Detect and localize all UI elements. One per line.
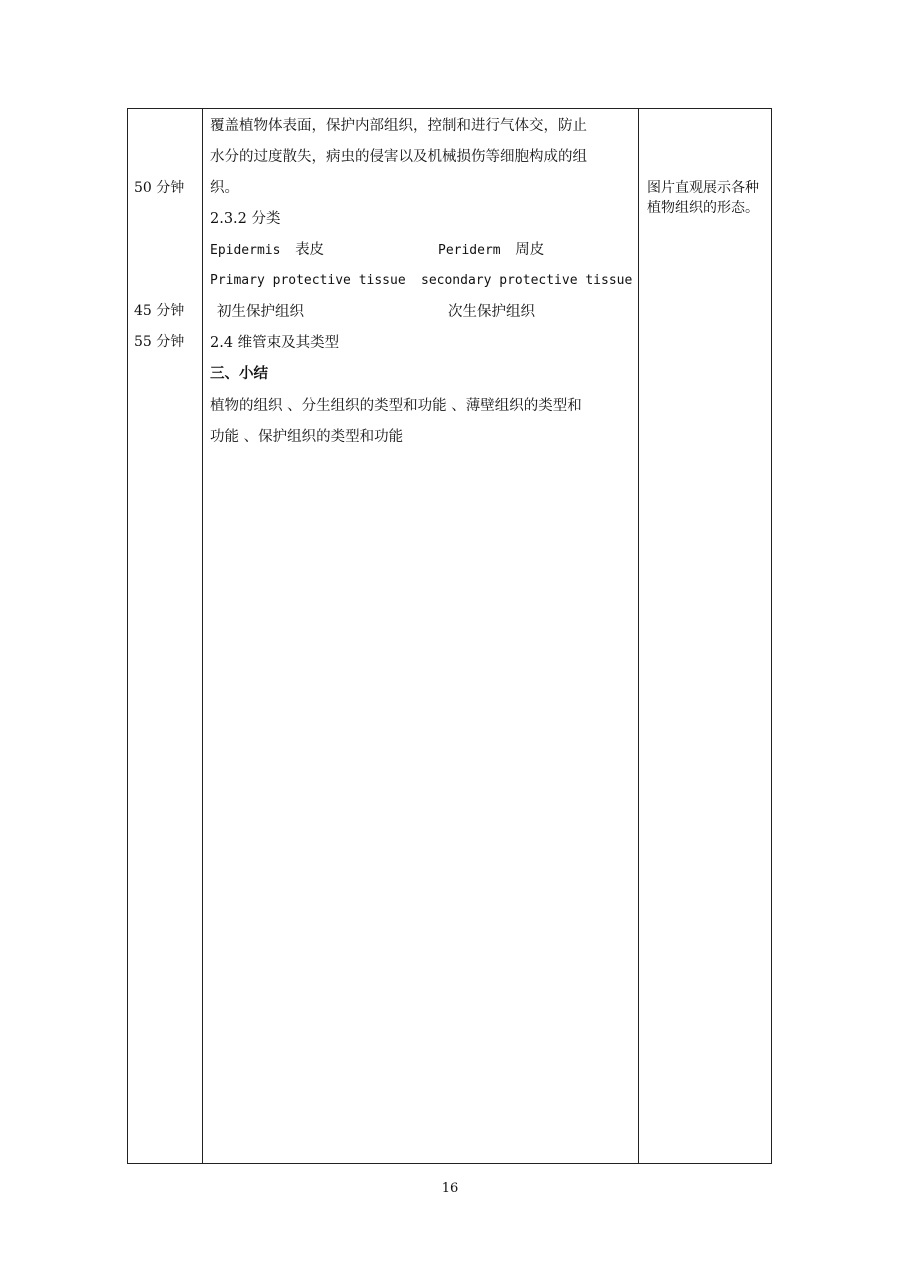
term-row xyxy=(210,240,324,261)
description-line: 织。 xyxy=(210,180,239,196)
column-divider-time xyxy=(202,108,203,1164)
summary-heading: 三、小结 xyxy=(210,365,268,382)
column-divider-note xyxy=(638,108,639,1164)
term-en: Primary protective tissue xyxy=(210,273,406,288)
summary-line: 植物的组织 、分生组织的类型和功能 、薄壁组织的类型和 xyxy=(210,398,582,414)
description-line: 覆盖植物体表面，保护内部组织，控制和进行气体交，防止 xyxy=(210,118,587,134)
lesson-table xyxy=(127,108,772,1164)
page-number: 16 xyxy=(441,1181,459,1196)
term-cn: 表皮 xyxy=(295,242,325,258)
teaching-note: 图片直观展示各种植物组织的形态。 xyxy=(647,180,759,216)
term-cn: 次生保护组织 xyxy=(448,304,535,320)
term-cn: 周皮 xyxy=(515,242,545,258)
time-label: 55 分钟 xyxy=(134,334,185,350)
summary-line: 功能 、保护组织的类型和功能 xyxy=(210,429,404,445)
term-cn: 初生保护组织 xyxy=(217,304,304,320)
time-label: 50 分钟 xyxy=(134,180,185,196)
term-en: Periderm xyxy=(438,243,501,258)
section-heading: 2.4 维管束及其类型 xyxy=(210,335,340,351)
description-line: 水分的过度散失，病虫的侵害以及机械损伤等细胞构成的组 xyxy=(210,149,587,165)
term-en: secondary protective tissue xyxy=(421,273,633,288)
time-label: 45 分钟 xyxy=(134,303,185,319)
term-row xyxy=(438,240,544,261)
section-heading: 2.3.2 分类 xyxy=(210,211,281,227)
term-en: Epidermis xyxy=(210,243,281,258)
